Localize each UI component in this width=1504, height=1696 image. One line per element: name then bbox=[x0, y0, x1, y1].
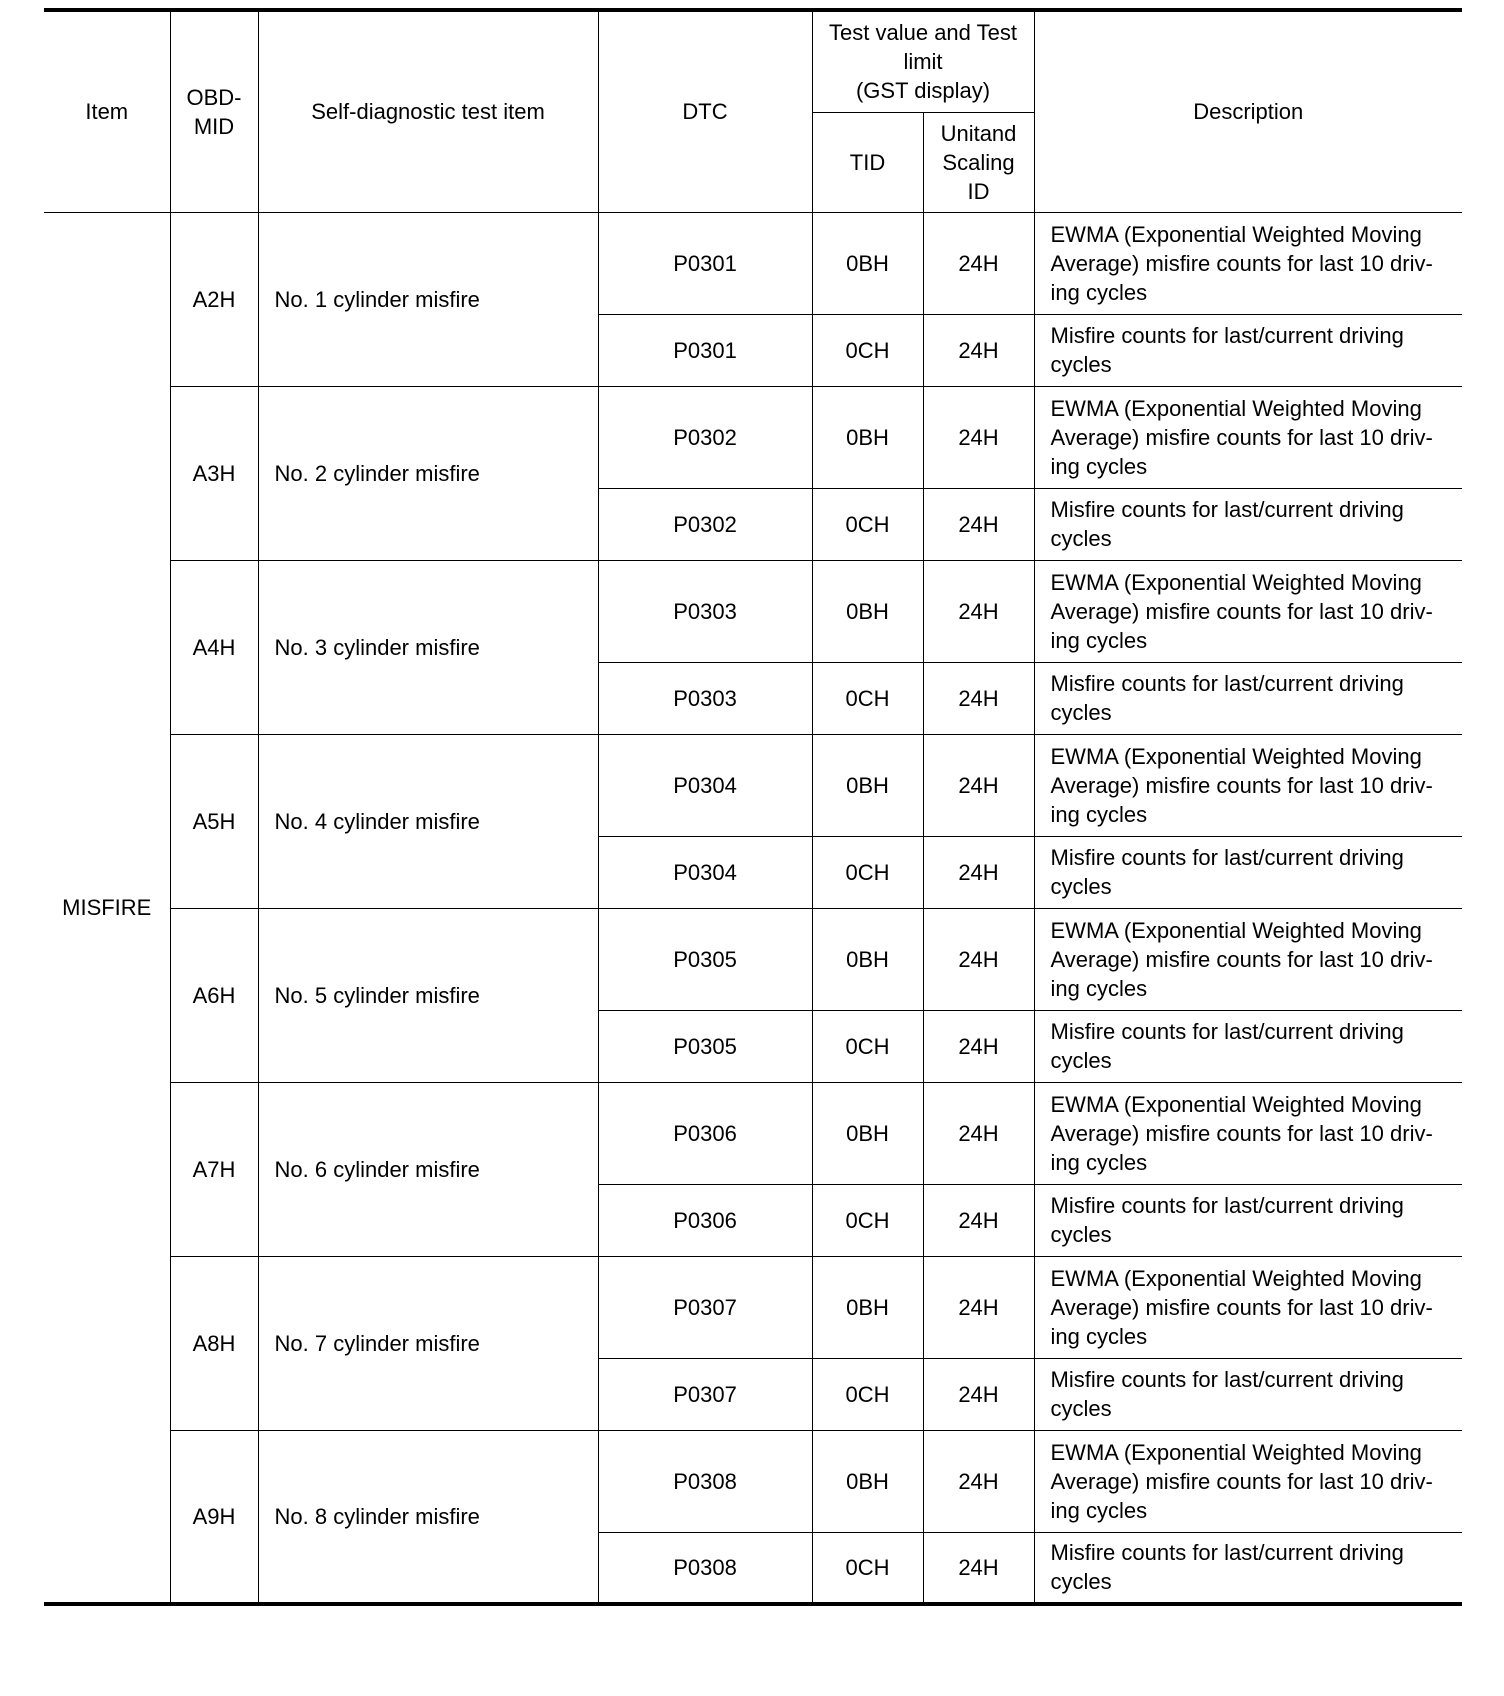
dtc-cell: P0305 bbox=[598, 1010, 812, 1082]
dtc-cell: P0301 bbox=[598, 314, 812, 386]
unit-scaling-cell: 24H bbox=[923, 560, 1034, 662]
header-obd-mid: OBD- MID bbox=[170, 10, 258, 212]
description-cell: EWMA (Exponential Weighted Moving Average) misfire counts for last 10 driv-ing cycles bbox=[1034, 908, 1462, 1010]
dtc-cell: P0305 bbox=[598, 908, 812, 1010]
description-cell: EWMA (Exponential Weighted Moving Average) misfire counts for last 10 driv-ing cycles bbox=[1034, 1256, 1462, 1358]
table-row bbox=[44, 1256, 1462, 1358]
dtc-cell: P0307 bbox=[598, 1358, 812, 1430]
document-page bbox=[44, 8, 1462, 1606]
tid-cell: 0CH bbox=[812, 662, 923, 734]
tid-cell: 0BH bbox=[812, 560, 923, 662]
obd-mid-table bbox=[44, 8, 1462, 1606]
dtc-cell: P0302 bbox=[598, 386, 812, 488]
description-cell: EWMA (Exponential Weighted Moving Average) misfire counts for last 10 driv-ing cycles bbox=[1034, 1082, 1462, 1184]
obd-mid-cell: A8H bbox=[170, 1256, 258, 1430]
description-cell: EWMA (Exponential Weighted Moving Average) misfire counts for last 10 driv-ing cycles bbox=[1034, 560, 1462, 662]
dtc-cell: P0308 bbox=[598, 1532, 812, 1604]
self-test-item-cell: No. 6 cylinder misfire bbox=[258, 1082, 598, 1256]
description-cell: EWMA (Exponential Weighted Moving Average) misfire counts for last 10 driv-ing cycles bbox=[1034, 212, 1462, 314]
self-test-item-cell: No. 8 cylinder misfire bbox=[258, 1430, 598, 1604]
tid-cell: 0BH bbox=[812, 908, 923, 1010]
table-row bbox=[44, 560, 1462, 662]
unit-scaling-cell: 24H bbox=[923, 488, 1034, 560]
tid-cell: 0CH bbox=[812, 488, 923, 560]
dtc-cell: P0304 bbox=[598, 836, 812, 908]
dtc-cell: P0308 bbox=[598, 1430, 812, 1532]
obd-mid-cell: A5H bbox=[170, 734, 258, 908]
tid-cell: 0CH bbox=[812, 1532, 923, 1604]
unit-scaling-cell: 24H bbox=[923, 734, 1034, 836]
dtc-cell: P0307 bbox=[598, 1256, 812, 1358]
obd-mid-cell: A7H bbox=[170, 1082, 258, 1256]
dtc-cell: P0306 bbox=[598, 1082, 812, 1184]
description-cell: EWMA (Exponential Weighted Moving Average) misfire counts for last 10 driv-ing cycles bbox=[1034, 386, 1462, 488]
table-header bbox=[44, 10, 1462, 212]
tid-cell: 0BH bbox=[812, 212, 923, 314]
header-test-value-group: Test value and Test limit (GST display) bbox=[812, 10, 1034, 112]
obd-mid-cell: A9H bbox=[170, 1430, 258, 1604]
description-cell: Misfire counts for last/current driving cycles bbox=[1034, 836, 1462, 908]
self-test-item-cell: No. 5 cylinder misfire bbox=[258, 908, 598, 1082]
tid-cell: 0CH bbox=[812, 314, 923, 386]
dtc-cell: P0302 bbox=[598, 488, 812, 560]
tid-cell: 0BH bbox=[812, 1256, 923, 1358]
dtc-cell: P0303 bbox=[598, 662, 812, 734]
table-row bbox=[44, 734, 1462, 836]
description-cell: Misfire counts for last/current driving cycles bbox=[1034, 1358, 1462, 1430]
table-row bbox=[44, 1430, 1462, 1532]
unit-scaling-cell: 24H bbox=[923, 1256, 1034, 1358]
obd-mid-cell: A2H bbox=[170, 212, 258, 386]
self-test-item-cell: No. 1 cylinder misfire bbox=[258, 212, 598, 386]
self-test-item-cell: No. 4 cylinder misfire bbox=[258, 734, 598, 908]
description-cell: Misfire counts for last/current driving cycles bbox=[1034, 488, 1462, 560]
tid-cell: 0CH bbox=[812, 1358, 923, 1430]
header-dtc: DTC bbox=[598, 10, 812, 212]
dtc-cell: P0306 bbox=[598, 1184, 812, 1256]
table-row bbox=[44, 908, 1462, 1010]
item-cell: MISFIRE bbox=[44, 212, 170, 1604]
description-cell: Misfire counts for last/current driving cycles bbox=[1034, 1010, 1462, 1082]
self-test-item-cell: No. 2 cylinder misfire bbox=[258, 386, 598, 560]
header-tid: TID bbox=[812, 112, 923, 212]
tid-cell: 0BH bbox=[812, 1430, 923, 1532]
table-row bbox=[44, 212, 1462, 314]
table-body bbox=[44, 212, 1462, 1604]
description-cell: Misfire counts for last/current driving cycles bbox=[1034, 1532, 1462, 1604]
tid-cell: 0BH bbox=[812, 734, 923, 836]
tid-cell: 0CH bbox=[812, 836, 923, 908]
tid-cell: 0CH bbox=[812, 1184, 923, 1256]
self-test-item-cell: No. 7 cylinder misfire bbox=[258, 1256, 598, 1430]
self-test-item-cell: No. 3 cylinder misfire bbox=[258, 560, 598, 734]
dtc-cell: P0304 bbox=[598, 734, 812, 836]
unit-scaling-cell: 24H bbox=[923, 212, 1034, 314]
unit-scaling-cell: 24H bbox=[923, 1358, 1034, 1430]
obd-mid-cell: A3H bbox=[170, 386, 258, 560]
unit-scaling-cell: 24H bbox=[923, 1430, 1034, 1532]
table-row bbox=[44, 386, 1462, 488]
description-cell: Misfire counts for last/current driving cycles bbox=[1034, 314, 1462, 386]
description-cell: Misfire counts for last/current driving cycles bbox=[1034, 1184, 1462, 1256]
obd-mid-cell: A6H bbox=[170, 908, 258, 1082]
obd-mid-cell: A4H bbox=[170, 560, 258, 734]
header-unit-scaling-id: Unitand Scaling ID bbox=[923, 112, 1034, 212]
description-cell: Misfire counts for last/current driving cycles bbox=[1034, 662, 1462, 734]
unit-scaling-cell: 24H bbox=[923, 836, 1034, 908]
unit-scaling-cell: 24H bbox=[923, 386, 1034, 488]
unit-scaling-cell: 24H bbox=[923, 1082, 1034, 1184]
tid-cell: 0CH bbox=[812, 1010, 923, 1082]
header-self-test-item: Self-diagnostic test item bbox=[258, 10, 598, 212]
dtc-cell: P0303 bbox=[598, 560, 812, 662]
unit-scaling-cell: 24H bbox=[923, 908, 1034, 1010]
unit-scaling-cell: 24H bbox=[923, 1532, 1034, 1604]
tid-cell: 0BH bbox=[812, 386, 923, 488]
description-cell: EWMA (Exponential Weighted Moving Average) misfire counts for last 10 driv-ing cycles bbox=[1034, 734, 1462, 836]
header-description: Description bbox=[1034, 10, 1462, 212]
tid-cell: 0BH bbox=[812, 1082, 923, 1184]
dtc-cell: P0301 bbox=[598, 212, 812, 314]
unit-scaling-cell: 24H bbox=[923, 662, 1034, 734]
header-item: Item bbox=[44, 10, 170, 212]
unit-scaling-cell: 24H bbox=[923, 314, 1034, 386]
unit-scaling-cell: 24H bbox=[923, 1010, 1034, 1082]
description-cell: EWMA (Exponential Weighted Moving Average) misfire counts for last 10 driv-ing cycles bbox=[1034, 1430, 1462, 1532]
table-row bbox=[44, 1082, 1462, 1184]
unit-scaling-cell: 24H bbox=[923, 1184, 1034, 1256]
